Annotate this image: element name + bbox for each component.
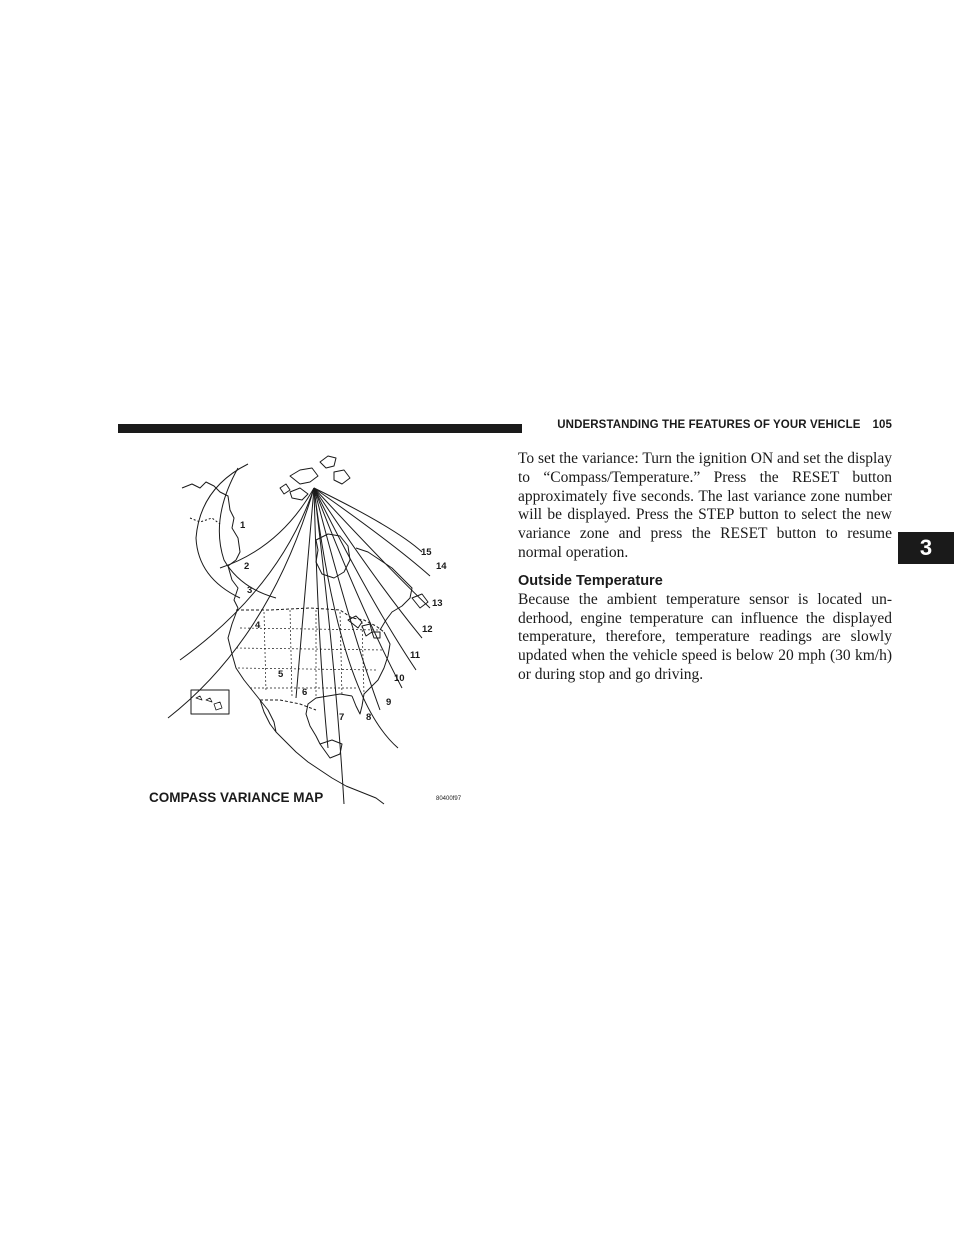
zone-line-6 — [296, 488, 314, 698]
zone-label-5: 5 — [278, 669, 284, 680]
chapter-tab: 3 — [898, 532, 954, 564]
figure-caption: COMPASS VARIANCE MAP — [149, 790, 324, 805]
central-america — [346, 786, 384, 804]
compass-variance-map — [140, 448, 470, 810]
hawaii-islands — [196, 696, 222, 710]
zone-line-9 — [314, 488, 380, 710]
gulf-coast — [306, 694, 352, 744]
header-rule-bar — [118, 424, 522, 433]
aleutian-chain — [190, 518, 220, 524]
text-column — [518, 450, 892, 685]
zone-line-extra — [314, 488, 398, 748]
zone-label-12: 12 — [422, 624, 433, 635]
page-number: 105 — [872, 419, 892, 431]
zone-arc-west-2 — [219, 468, 276, 598]
baja-california — [260, 700, 276, 732]
alaska-outline — [182, 482, 240, 608]
newfoundland — [412, 594, 428, 608]
zone-label-11: 11 — [410, 650, 421, 661]
yucatan — [320, 740, 342, 758]
zone-line-10 — [314, 488, 402, 688]
zone-label-4: 4 — [255, 620, 261, 631]
zone-label-6: 6 — [302, 687, 308, 698]
zone-line-12 — [314, 488, 422, 638]
variance-instructions-paragraph: To set the variance: Turn the ignition ON and set the display to “Compass/Temperature.” Press the RESET button approximately five seconds. The last variance zone number will be displayed. Press the STEP button to select the new variance zone and press the RESET button to resume normal operation. — [518, 450, 892, 561]
zone-label-9: 9 — [386, 697, 392, 708]
running-header — [531, 419, 892, 431]
mexico-pacific-coast — [276, 732, 346, 786]
figure-id: 80400f97 — [436, 796, 462, 802]
zone-label-1: 1 — [240, 520, 246, 531]
compass-variance-map-figure — [140, 448, 470, 810]
zone-label-8: 8 — [366, 712, 372, 723]
outside-temperature-heading: Outside Temperature — [518, 572, 663, 589]
zone-label-3: 3 — [247, 585, 253, 596]
zone-label-15: 15 — [421, 547, 432, 558]
outside-temperature-paragraph: Because the ambient temperature sensor is located underhood, engine temperature can influence the displayed temperature, therefore, temperature readings are slowly updated when the vehicle speed is below 20 mph (30 km/h) or during stop and go driving. — [518, 590, 892, 683]
zone-label-14: 14 — [436, 561, 447, 572]
zone-line-13 — [314, 488, 430, 608]
section-title: UNDERSTANDING THE FEATURES OF YOUR VEHICLE — [557, 419, 861, 431]
zone-label-7: 7 — [339, 712, 345, 723]
variance-zone-lines — [168, 464, 430, 804]
zone-label-10: 10 — [394, 673, 405, 684]
zone-label-13: 13 — [432, 598, 443, 609]
zone-label-2: 2 — [244, 561, 250, 572]
